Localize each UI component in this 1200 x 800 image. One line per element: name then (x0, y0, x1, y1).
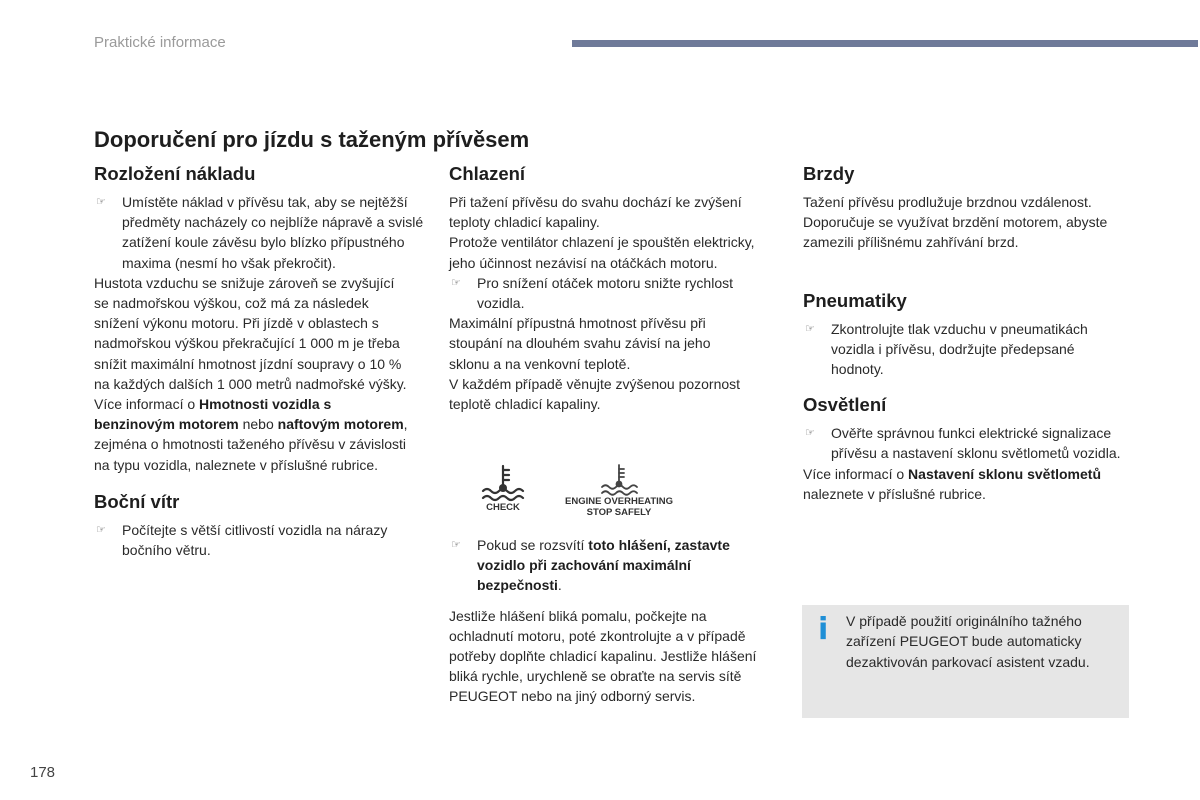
bullet-tyres-text: Zkontrolujte tlak vzduchu v pneumatikách vozidla i přívěsu, dodržujte předepsané hodnoty. (831, 320, 1088, 378)
cooling-paragraph-1: Při tažení přívěsu do svahu dochází ke zvýšení teploty chladicí kapaliny. (449, 194, 742, 231)
engine-overheating-warning (565, 462, 673, 518)
pointing-hand-icon: ☞ (96, 523, 106, 536)
heading-lighting: Osvětlení (803, 394, 887, 416)
heading-crosswind: Boční vítr (94, 490, 180, 512)
bold-text: Hmotnosti vozidla s benzinovým motorem (94, 396, 332, 433)
bold-text: naftovým motorem (277, 416, 404, 433)
text: Více informací o (94, 396, 200, 413)
section-label: Praktické informace (94, 34, 226, 51)
text: . (557, 577, 562, 594)
column-right (803, 162, 1133, 504)
column-middle (449, 162, 779, 414)
coolant-check-warning (480, 462, 526, 513)
bullet-reduce-speed-text: Pro snížení otáček motoru snižte rychlost vozidla. (477, 274, 733, 312)
cooling-paragraph-2: Protože ventilátor chlazení je spouštěn elektricky, jeho účinnost nezávisí na otáčkách motoru. (449, 234, 755, 271)
pointing-hand-icon: ☞ (451, 539, 461, 551)
weights-reference (94, 394, 416, 475)
page-number: 178 (30, 764, 56, 781)
coolant-temperature-icon (599, 462, 639, 496)
bullet-crosswind (94, 520, 424, 560)
lighting-reference (803, 464, 1103, 504)
bullet-tyres (803, 319, 1131, 380)
heading-cooling: Chlazení (449, 163, 526, 184)
text: nebo (238, 416, 278, 433)
text: Pokud se rozsvítí (477, 537, 589, 553)
column-left (94, 162, 424, 560)
altitude-paragraph: Hustota vzduchu se snižuje zároveň se zvyšující se nadmořskou výškou, což má za následek snížení výkonu motoru. Při jízdě v oblastech s nadmořskou výškou překračující 1 000 m je třeba snížit maximální hmotnost jízdní soupravy o 10 % na každých dalších 1 000 metrů nadmořské výšky. (94, 274, 407, 392)
bullet-load (94, 192, 424, 273)
bullet-crosswind-text: Počítejte s větší citlivostí vozidla na nárazy bočního větru. (122, 521, 388, 559)
brakes-paragraph: Tažení přívěsu prodlužuje brzdnou vzdálenost. Doporučuje se využívat brzdění motorem, abyste zamezili přílišnému zahřívání brzd. (803, 194, 1108, 251)
info-box (802, 605, 1129, 718)
pointing-hand-icon: ☞ (96, 196, 106, 208)
heading-brakes: Brzdy (803, 163, 855, 184)
coolant-temperature-icon (480, 462, 526, 502)
bullet-lighting-text: Ověřte správnou funkci elektrické signalizace přívěsu a nastavení sklonu světlometů vozidla. (831, 425, 1121, 462)
info-text: V případě použití originálního tažného zařízení PEUGEOT bude automaticky dezaktivován parkovací asistent vzadu. (846, 613, 1090, 670)
pointing-hand-icon: ☞ (805, 322, 815, 335)
bold-text: Nastavení sklonu světlometů (908, 465, 1101, 482)
icon-caption-check: CHECK (486, 502, 520, 513)
cooling-paragraph-4: V každém případě věnujte zvýšenou pozornost teplotě chladicí kapaliny. (449, 375, 741, 413)
cooling-paragraph-3: Maximální přípustná hmotnost přívěsu při stoupání na dlouhém svahu závisí na jeho sklonu a na venkovní teplotě. (449, 315, 711, 372)
bullet-lighting (803, 423, 1121, 463)
bold-text: toto hlášení, zastavte vozidlo při zachování maximální bezpečnosti (477, 537, 730, 594)
bullet-load-text: Umístěte náklad v přívěsu tak, aby se nejtěžší předměty nacházely co nejblíže nápravě a svislé zatížení koule závěsu bylo blízko přípustného maxima (nesmí ho však překročit). (122, 194, 424, 271)
icon-caption-stop-safely: STOP SAFELY (586, 507, 652, 518)
page-title: Doporučení pro jízdu s taženým přívěsem (94, 127, 530, 152)
text: , zejména o hmotnosti taženého přívěsu v závislosti na typu vozidla, naleznete v příslušné rubrice. (94, 416, 408, 473)
pointing-hand-icon: ☞ (805, 427, 815, 440)
pointing-hand-icon: ☞ (451, 276, 461, 289)
heading-tyres: Pneumatiky (803, 289, 907, 311)
heading-load-distribution: Rozložení nákladu (94, 163, 256, 184)
column-middle-lower (449, 535, 779, 707)
text: naleznete v příslušné rubrice. (803, 485, 986, 502)
header-bar (572, 40, 1198, 47)
warning-icons (470, 462, 700, 522)
bullet-stop-vehicle (449, 535, 777, 596)
flashing-message-paragraph: Jestliže hlášení bliká pomalu, počkejte na ochladnutí motoru, poté zkontrolujte a v případě potřeby doplňte chladicí kapalinu. Jestliže hlášení bliká rychle, urychleně se obraťte na servis sítě PEUGEOT nebo na jiný odborný servis. (449, 607, 757, 705)
info-icon: i (818, 612, 829, 647)
text: Více informací o (803, 465, 909, 482)
icon-caption-overheating: ENGINE OVERHEATING (565, 496, 674, 507)
bullet-reduce-speed (449, 273, 777, 313)
